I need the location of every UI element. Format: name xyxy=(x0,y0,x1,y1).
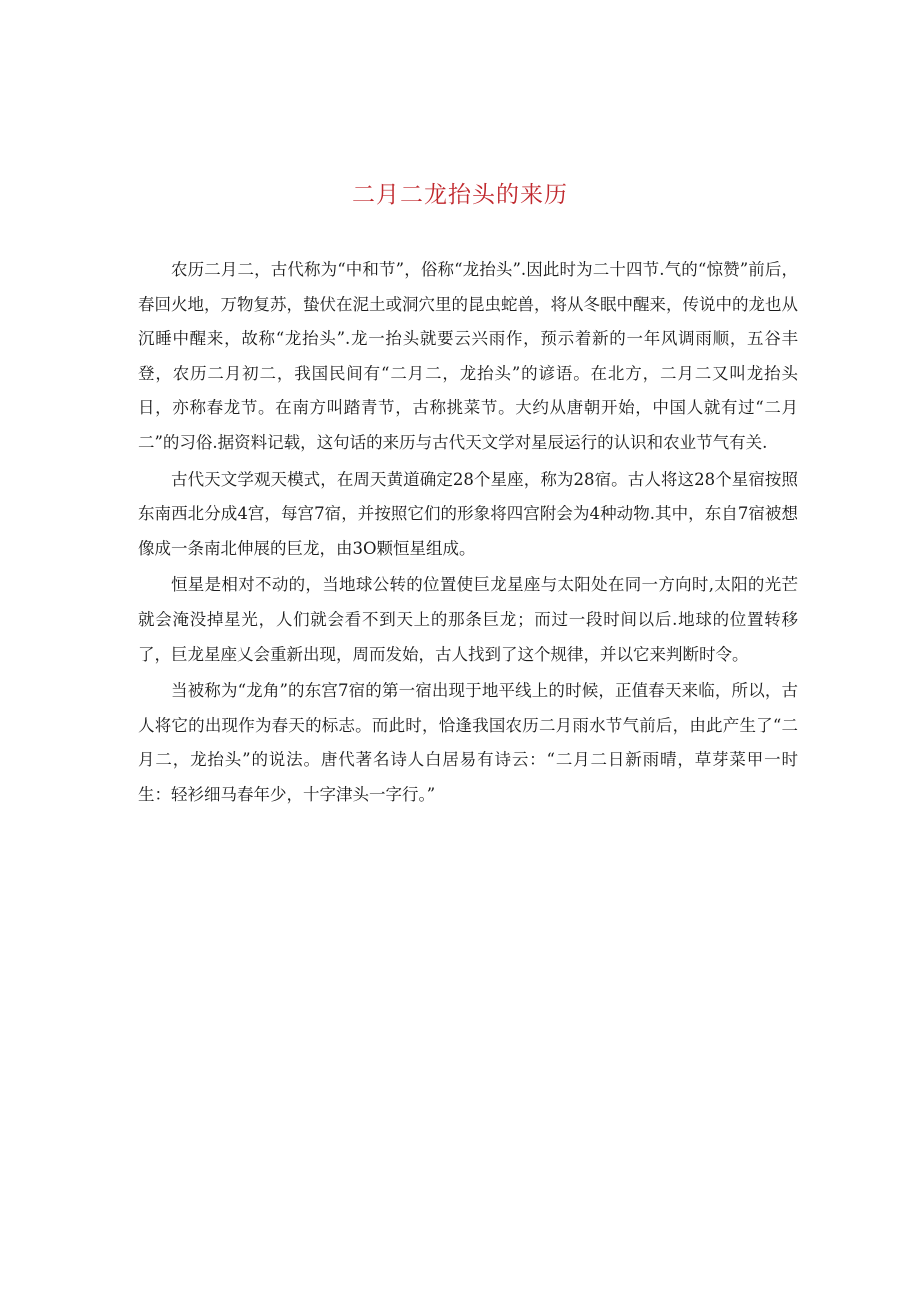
paragraph-1: 农历二月二，古代称为“中和节”，俗称“龙抬头”.因此时为二十四节.气的“惊赞”前后，春回火地，万物复苏，蛰伏在泥土或洞穴里的昆虫蛇兽，将从冬眠中醒来，传说中的龙也从沉睡中醒来，故称“龙抬头”.龙一抬头就要云兴雨作，预示着新的一年风调雨顺，五谷丰登，农历二月初二，我国民间有“二月二，龙抬头”的谚语。在北方，二月二又叫龙抬头日，亦称春龙节。在南方叫踏青节，古称挑菜节。大约从唐朝开始，中国人就有过“二月二”的习俗.据资料记载，这句话的来历与古代天文学对星辰运行的认识和农业节气有关. xyxy=(138,260,798,452)
document-body xyxy=(138,253,798,815)
document-title: 二月二龙抬头的来历 xyxy=(352,182,568,208)
paragraph-3: 恒星是相对不动的，当地球公转的位置使巨龙星座与太阳处在同一方向时,太阳的光芒就会淹没掉星光，人们就会看不到天上的那条巨龙；而过一段时间以后.地球的位置转移了，巨龙星座乂会重新出现，周而发始，古人找到了这个规律，并以它来判断时令。 xyxy=(138,575,798,664)
paragraph-2: 古代天文学观天模式，在周天黄道确定28个星座，称为28宿。古人将这28个星宿按照东南西北分成4宫，每宫7宿，并按照它们的形象将四宫附会为4种动物.其中，东自7宿被想像成一条南北伸展的巨龙，由3O颗恒星组成。 xyxy=(138,469,798,558)
paragraph-4: 当被称为“龙角”的东宫7宿的第一宿出现于地平线上的时候，正值春天来临，所以，古人将它的出现作为春天的标志。而此时，恰逢我国农历二月雨水节气前后，由此产生了“二月二，龙抬头”的说法。唐代著名诗人白居易有诗云：“二月二日新雨晴，草芽菜甲一时生：轻衫细马春年少，十字津头一字行。” xyxy=(138,681,798,804)
